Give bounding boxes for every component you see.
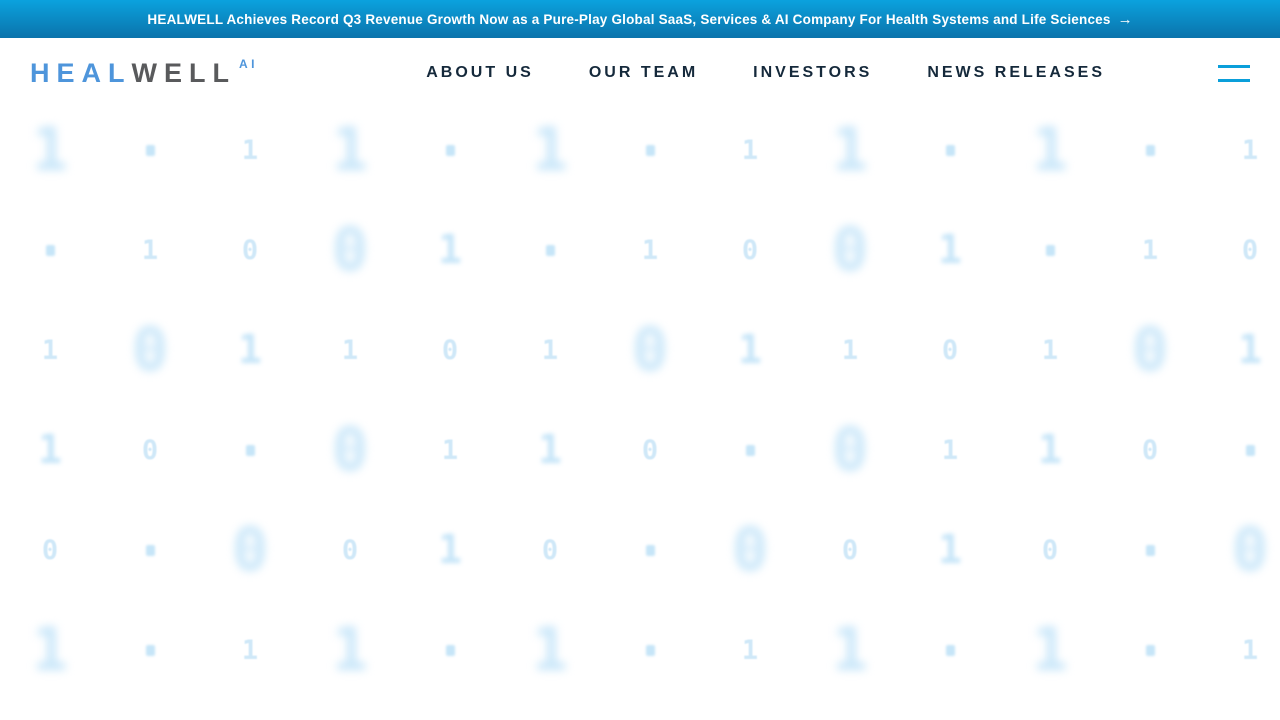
binary-cell: [800, 400, 900, 500]
binary-cell: [400, 100, 500, 200]
binary-dot: [246, 445, 255, 456]
binary-cell: [900, 200, 1000, 300]
binary-cell: [600, 100, 700, 200]
binary-digit: 1: [1031, 615, 1069, 685]
binary-dot: [146, 145, 155, 156]
logo-heal-text: HEAL: [30, 57, 132, 88]
binary-digit: 0: [1231, 515, 1269, 585]
binary-cell: [700, 600, 800, 700]
binary-digit: 1: [1031, 115, 1069, 185]
binary-dot: [746, 445, 755, 456]
binary-cell: [900, 400, 1000, 500]
binary-digit: 0: [641, 434, 659, 466]
main-navigation: [426, 63, 1250, 83]
binary-cell: [900, 100, 1000, 200]
binary-digit: 0: [341, 534, 359, 566]
binary-digit: 1: [937, 527, 963, 573]
binary-cell: [1000, 300, 1100, 400]
binary-cell: [300, 300, 400, 400]
binary-digit: 0: [841, 534, 859, 566]
binary-digit: 1: [831, 115, 869, 185]
binary-digit: 0: [831, 415, 869, 485]
binary-cell: [1100, 600, 1200, 700]
binary-dot: [146, 545, 155, 556]
binary-cell: [900, 300, 1000, 400]
binary-cell: [200, 400, 300, 500]
binary-cell: [600, 600, 700, 700]
binary-cell: [200, 300, 300, 400]
nav-link-investors[interactable]: INVESTORS: [753, 64, 873, 81]
binary-cell: [100, 100, 200, 200]
binary-digit: 1: [441, 434, 459, 466]
binary-digit: 1: [41, 334, 59, 366]
binary-cell: [100, 500, 200, 600]
binary-cell: [300, 500, 400, 600]
binary-cell: [100, 600, 200, 700]
binary-digit: 1: [841, 334, 859, 366]
binary-digit: 1: [737, 327, 763, 373]
binary-digit: 1: [531, 615, 569, 685]
binary-cell: [0, 300, 100, 400]
binary-cell: [700, 400, 800, 500]
binary-digit: 1: [937, 227, 963, 273]
binary-digit: 1: [141, 234, 159, 266]
binary-digit: 1: [237, 327, 263, 373]
binary-digit: 0: [131, 315, 169, 385]
binary-cell: [500, 200, 600, 300]
binary-cell: [1200, 600, 1280, 700]
binary-cell: [800, 200, 900, 300]
binary-dot: [646, 145, 655, 156]
binary-digit: 1: [537, 427, 563, 473]
binary-digit: 0: [741, 234, 759, 266]
binary-cell: [400, 200, 500, 300]
binary-cell: [1200, 400, 1280, 500]
binary-cell: [500, 600, 600, 700]
binary-digit: 1: [331, 615, 369, 685]
nav-link-our-team[interactable]: OUR TEAM: [588, 64, 699, 81]
binary-cell: [500, 500, 600, 600]
binary-digit: 0: [941, 334, 959, 366]
binary-cell: [300, 600, 400, 700]
binary-cell: [100, 200, 200, 300]
binary-dot: [1146, 145, 1155, 156]
menu-bar: [1218, 65, 1250, 68]
binary-cell: [1000, 600, 1100, 700]
binary-cell: [1100, 300, 1200, 400]
binary-digit: 1: [531, 115, 569, 185]
binary-digit: 0: [241, 234, 259, 266]
binary-cell: [1000, 200, 1100, 300]
binary-digit: 0: [441, 334, 459, 366]
binary-cell: [0, 400, 100, 500]
binary-digit: 0: [41, 534, 59, 566]
binary-cell: [400, 600, 500, 700]
binary-cell: [200, 100, 300, 200]
binary-cell: [0, 500, 100, 600]
binary-dot: [646, 545, 655, 556]
binary-dot: [946, 145, 955, 156]
binary-digit: 1: [1037, 427, 1063, 473]
binary-cell: [1100, 500, 1200, 600]
binary-digit: 0: [731, 515, 769, 585]
binary-cell: [800, 300, 900, 400]
binary-digit: 1: [437, 527, 463, 573]
binary-cell: [500, 400, 600, 500]
binary-digit: 0: [831, 215, 869, 285]
binary-cell: [900, 600, 1000, 700]
binary-digit: 0: [231, 515, 269, 585]
binary-dot: [46, 245, 55, 256]
nav-link-about-us[interactable]: ABOUT US: [426, 64, 534, 81]
binary-digit: 1: [1141, 234, 1159, 266]
binary-digit: 1: [741, 634, 759, 666]
binary-cell: [700, 200, 800, 300]
binary-cell: [400, 300, 500, 400]
binary-cell: [400, 500, 500, 600]
binary-digit: 1: [831, 615, 869, 685]
binary-cell: [1100, 200, 1200, 300]
binary-digit: 1: [37, 427, 63, 473]
binary-cell: [900, 500, 1000, 600]
binary-cell: [1000, 500, 1100, 600]
announcement-text: HEALWELL Achieves Record Q3 Revenue Growth Now as a Pure-Play Global SaaS, Services & AI Company For Health Systems and Life Sciences: [147, 11, 1111, 27]
binary-cell: [200, 600, 300, 700]
binary-digit: 0: [631, 315, 669, 385]
binary-cell: [200, 500, 300, 600]
binary-cell: [800, 500, 900, 600]
binary-background: [0, 100, 1280, 700]
binary-dot: [146, 645, 155, 656]
binary-digit: 1: [31, 615, 69, 685]
logo-well-text: WELL: [131, 57, 236, 88]
binary-digit: 1: [331, 115, 369, 185]
binary-dot: [446, 145, 455, 156]
binary-dot: [1146, 545, 1155, 556]
binary-digit: 1: [1241, 634, 1259, 666]
binary-digit: 1: [541, 334, 559, 366]
binary-digit: 1: [641, 234, 659, 266]
binary-digit: 0: [541, 534, 559, 566]
binary-cell: [700, 100, 800, 200]
binary-digit: 1: [941, 434, 959, 466]
binary-digit: 1: [241, 134, 259, 166]
binary-digit: 1: [1241, 134, 1259, 166]
binary-cell: [1000, 100, 1100, 200]
binary-digit: 0: [1141, 434, 1159, 466]
binary-cell: [700, 500, 800, 600]
binary-digit: 0: [141, 434, 159, 466]
binary-dot: [1246, 445, 1255, 456]
binary-cell: [500, 300, 600, 400]
binary-digit: 1: [1041, 334, 1059, 366]
binary-digit: 1: [31, 115, 69, 185]
binary-cell: [1100, 100, 1200, 200]
binary-digit: 0: [331, 215, 369, 285]
binary-dot: [1046, 245, 1055, 256]
binary-cell: [100, 300, 200, 400]
binary-cell: [0, 600, 100, 700]
hamburger-menu-icon[interactable]: [1218, 63, 1250, 83]
binary-cell: [1200, 500, 1280, 600]
binary-digit: 1: [1237, 327, 1263, 373]
binary-cell: [800, 100, 900, 200]
binary-cell: [1200, 200, 1280, 300]
binary-digit: 1: [241, 634, 259, 666]
binary-cell: [100, 400, 200, 500]
binary-cell: [1200, 300, 1280, 400]
binary-cell: [1100, 400, 1200, 500]
binary-cell: [300, 400, 400, 500]
announcement-banner[interactable]: [0, 0, 1280, 38]
binary-digit: 0: [1041, 534, 1059, 566]
arrow-right-icon: →: [1117, 10, 1133, 28]
nav-link-news-releases[interactable]: NEWS RELEASES: [927, 64, 1105, 81]
binary-dot: [546, 245, 555, 256]
binary-cell: [0, 200, 100, 300]
binary-dot: [946, 645, 955, 656]
logo-ai-text: AI: [238, 57, 258, 71]
binary-cell: [700, 300, 800, 400]
binary-digit: 1: [341, 334, 359, 366]
binary-digit: 1: [741, 134, 759, 166]
binary-cell: [500, 100, 600, 200]
binary-cell: [1200, 100, 1280, 200]
binary-cell: [600, 500, 700, 600]
binary-dot: [646, 645, 655, 656]
binary-dot: [446, 645, 455, 656]
binary-cell: [200, 200, 300, 300]
menu-bar: [1218, 79, 1250, 82]
binary-cell: [600, 300, 700, 400]
binary-cell: [300, 100, 400, 200]
site-header: [0, 38, 1280, 108]
healwell-logo[interactable]: [30, 58, 258, 89]
binary-cell: [800, 600, 900, 700]
binary-digit: 0: [1131, 315, 1169, 385]
binary-digit: 1: [437, 227, 463, 273]
binary-cell: [0, 100, 100, 200]
binary-digit: 0: [331, 415, 369, 485]
binary-cell: [600, 200, 700, 300]
binary-dot: [1146, 645, 1155, 656]
binary-cell: [600, 400, 700, 500]
binary-cell: [1000, 400, 1100, 500]
binary-cell: [400, 400, 500, 500]
binary-digit: 0: [1241, 234, 1259, 266]
binary-cell: [300, 200, 400, 300]
